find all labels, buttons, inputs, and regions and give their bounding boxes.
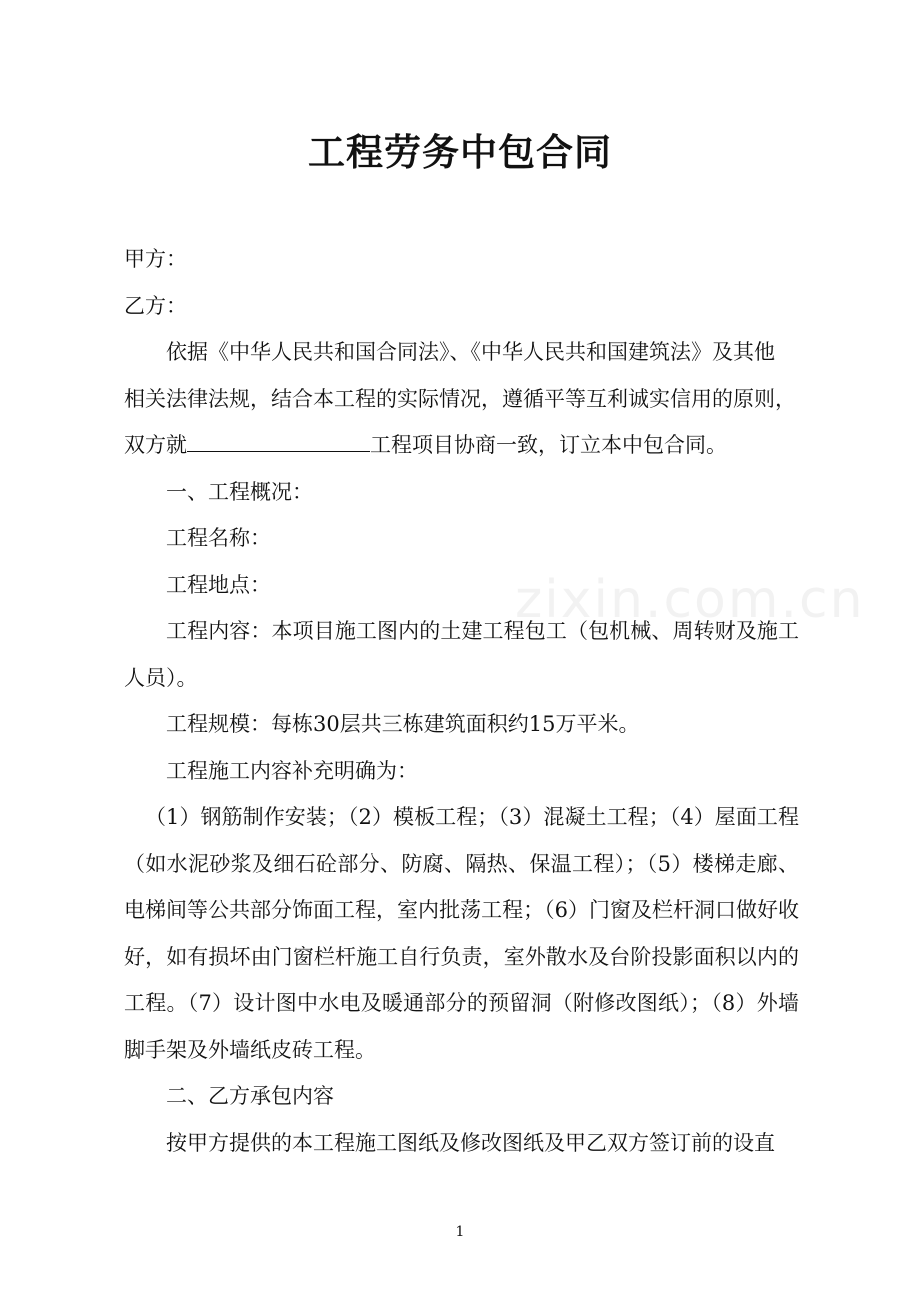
intro-line-2: 相关法律法规，结合本工程的实际情况，遵循平等互利诚实信用的原则， bbox=[124, 386, 796, 411]
intro-line-3-end: 工程项目协商一致，订立本中包合同。 bbox=[370, 433, 727, 457]
watermark: zixin.com.cn bbox=[515, 570, 865, 630]
project-name-label: 工程名称： bbox=[166, 526, 271, 550]
project-location-label: 工程地点： bbox=[166, 572, 271, 597]
section1-heading: 一、工程概况： bbox=[166, 479, 313, 504]
project-name-blank bbox=[187, 429, 370, 452]
party-a-label: 甲方： bbox=[124, 247, 187, 271]
supplement-items: （1）钢筋制作安装；（2）模板工程；（3）混凝土工程；（4）屋面工程（如水泥砂浆及细石砼部分、防腐、隔热、保温工程）；（5）楼梯走廊、电梯间等公共部分饰面工程，室内批荡工程；（6）门窗及栏杆洞口做好收好，如有损坏由门窗栏杆施工自行负责，室外散水及台阶投影面积以内的工程。（7）设计图中水电及暖通部分的预留洞（附修改图纸）；（8）外墙脚手架及外墙纸皮砖工程。 bbox=[124, 805, 799, 1062]
intro-line-3 bbox=[124, 422, 799, 469]
document-title: 工程劳务中包合同 bbox=[308, 131, 612, 174]
intro-line-1: 依据《中华人民共和国合同法》、《中华人民共和国建筑法》及其他 bbox=[166, 340, 775, 364]
document-body bbox=[124, 236, 799, 1166]
project-scale: 工程规模：每栋30层共三栋建筑面积约15万平米。 bbox=[166, 712, 640, 736]
supplement-heading: 工程施工内容补充明确为： bbox=[166, 758, 418, 783]
page-number: 1 bbox=[455, 1224, 465, 1240]
project-content: 工程内容：本项目施工图内的土建工程包工（包机械、周转财及施工人员）。 bbox=[124, 619, 799, 690]
intro-line-3-start: 双方就 bbox=[124, 433, 187, 457]
party-b-label: 乙方： bbox=[124, 293, 187, 318]
section2-heading: 二、乙方承包内容 bbox=[166, 1084, 334, 1108]
section2-first-line: 按甲方提供的本工程施工图纸及修改图纸及甲乙双方签订前的设直 bbox=[166, 1130, 775, 1155]
